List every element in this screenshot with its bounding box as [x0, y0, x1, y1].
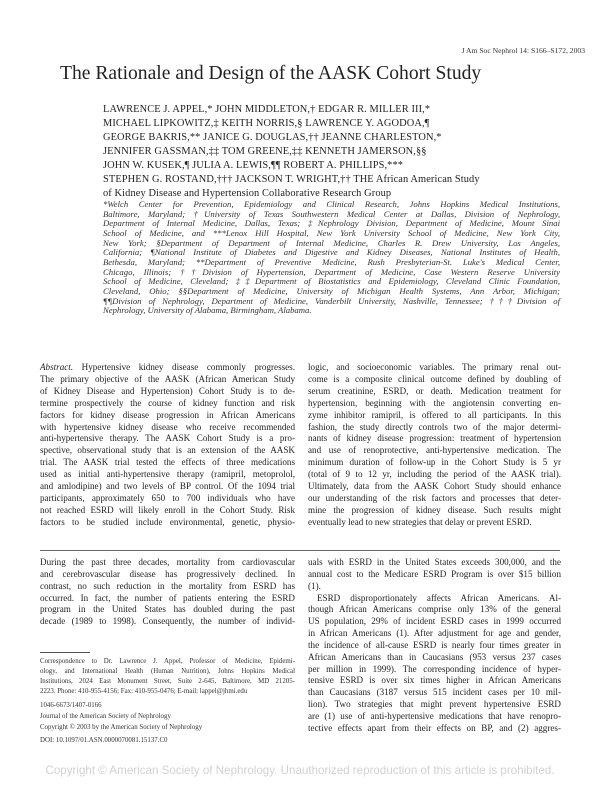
- author-list: [103, 103, 480, 201]
- text-line: (1).: [308, 580, 321, 591]
- text-line: African Americans than in Caucasians (953 versus 237 cases: [308, 651, 561, 662]
- text-line: annual cost to the Medicare ESRD Program is over $15 billion: [308, 568, 561, 579]
- text-line: Ultimately, data from the AASK Cohort Study should enhance: [308, 481, 561, 492]
- copyright-notice: Copyright © 2003 by the American Society of Nephrology: [40, 724, 203, 731]
- text-line: School of Medicine, Cleveland; ‡‡Department of Biostatistics and Epidemiology, Cleveland Clinic Foundation,: [103, 276, 560, 287]
- issn: 1046-6673/1407-0166: [40, 702, 102, 709]
- footnote-divider: [40, 652, 90, 653]
- text-line: anti-hypertensive therapy. The AASK Cohort Study is a pro-: [40, 433, 295, 444]
- text-line: occurred. In fact, the number of patients entering the ESRD: [40, 592, 295, 603]
- text-line: logic, and socioeconomic variables. The primary renal out-: [308, 362, 561, 372]
- text-line: JENNIFER GASSMAN,‡‡ TOM GREENE,‡‡ KENNETH JAMERSON,§§: [103, 146, 427, 157]
- journal-name: Journal of the American Society of Nephrology: [40, 713, 171, 720]
- affiliations: [103, 200, 560, 316]
- text-line: ESRD disproportionately affects African Americans. Al-: [317, 592, 561, 603]
- text-line: Institutions, 2024 East Monument Street, Suite 2-645, Baltimore, MD 21205-: [40, 678, 295, 685]
- text-line: termine prospectively the course of kidney function and risk: [40, 397, 295, 408]
- text-line: come is a composite clinical outcome defined by doubling of: [308, 373, 561, 384]
- text-line: Chicago, Illinois; ††Division of Hypertension, Department of Medicine, Case Western Reserve University: [103, 266, 560, 277]
- text-line-content: Hypertensive kidney disease commonly progresses.: [73, 362, 295, 372]
- text-line: factors for kidney disease progression in African Americans: [40, 409, 295, 420]
- text-line: and use of renoprotective, anti-hypertensive medication. The: [308, 445, 561, 456]
- text-line: lion). Two strategies that might prevent hypertensive ESRD: [308, 699, 561, 710]
- abstract-right-column: [308, 362, 561, 529]
- text-line: Nephrology, University of Alabama, Birmingham, Alabama.: [103, 305, 312, 316]
- text-line: Correspondence to Dr. Lawrence J. Appel, Professor of Medicine, Epidemi-: [40, 658, 295, 665]
- text-line: of Kidney Disease and Hypertension Collaborative Research Group: [103, 188, 392, 199]
- text-line: MICHAEL LIPKOWITZ,‡ KEITH NORRIS,§ LAWRENCE Y. AGODOA,¶: [103, 118, 430, 129]
- text-line: California; ¶National Institute of Diabetes and Digestive and Kidney Diseases, National Institutes of Health,: [103, 247, 560, 258]
- text-line: ¶¶Division of Nephrology, Department of Medicine, Vanderbilt University, Nashville, Tennessee; †††Division of: [103, 295, 560, 306]
- text-line: are (1) use of anti-hypertensive medications that have renopro-: [308, 710, 561, 721]
- text-line: 2223. Phone: 410-955-4156; Fax: 410-955-0476; E-mail: lappel@jhmi.edu: [40, 688, 248, 695]
- text-line: in African Americans (1). After adjustment for age and gender,: [308, 628, 561, 639]
- abstract-label: Abstract.: [40, 362, 74, 372]
- text-line: fashion, the study directly controls two of the major determi-: [308, 421, 561, 432]
- text-line: decade (1989 to 1998). Consequently, the number of individ-: [40, 616, 295, 627]
- text-line: LAWRENCE J. APPEL,* JOHN MIDDLETON,† EDGAR R. MILLER III,*: [103, 104, 431, 115]
- text-line: School of Medicine, and ***Lenox Hill Hospital, New York University School of Medicine, New York City,: [103, 227, 560, 238]
- text-line: factors to be studied include environmental, genetic, physio-: [40, 516, 295, 527]
- text-line: the incidence of all-cause ESRD is nearly four times greater in: [308, 639, 561, 650]
- text-line: eventually lead to new strategies that delay or prevent ESRD.: [308, 516, 532, 527]
- text-line: During the past three decades, mortality from cardiovascular: [40, 557, 295, 567]
- text-line: (total of 9 to 12 yr, including the period of the AASK trial).: [308, 469, 561, 480]
- abstract-divider: [40, 550, 560, 551]
- text-line: minimum duration of follow-up in the Cohort Study is 5 yr: [308, 457, 561, 468]
- text-line: The primary objective of the AASK (African American Study: [40, 373, 295, 384]
- text-line: and cerebrovascular disease has progressively declined. In: [40, 568, 295, 579]
- text-line: mine the progression of kidney disease. Such results might: [308, 504, 561, 515]
- text-line: used as initial anti-hypertensive therapy (ramipril, metoprolol,: [40, 469, 295, 480]
- text-line: Bethesda, Maryland; **Department of Preventive Medicine, Rush Presbyterian-St. Luke's Medical Center,: [103, 256, 560, 267]
- text-line: though African Americans comprise only 13% of the general: [308, 604, 561, 615]
- text-line: per million in 1999). The corresponding incidence of hyper-: [308, 663, 561, 674]
- text-line: spective, observational study that is an extension of the AASK: [40, 445, 295, 456]
- text-line: zyme inhibitor ramipril, is offered to all participants. In this: [308, 409, 561, 420]
- copyright-watermark: Copyright © American Society of Nephrology. Unauthorized reproduction of this article is prohibited.: [45, 764, 555, 777]
- abstract-left-column: [40, 362, 295, 529]
- text-line: GEORGE BAKRIS,** JANICE G. DOUGLAS,†† JEANNE CHARLESTON,*: [103, 132, 442, 143]
- correspondence-footnote: [40, 657, 295, 697]
- text-line: tective effects apart from their effects on BP, and (2) aggres-: [308, 722, 561, 733]
- text-line: JOHN W. KUSEK,¶ JULIA A. LEWIS,¶¶ ROBERT A. PHILLIPS,***: [103, 160, 404, 171]
- text-line: STEPHEN G. ROSTAND,††† JACKSON T. WRIGHT,†† THE African American Study: [103, 174, 480, 185]
- text-line: contrast, no such reduction in the mortality from ESRD has: [40, 580, 295, 591]
- text-line: Cleveland, Ohio; §§Department of Medicine, University of Michigan Health Systems, Ann Arbor, Michigan;: [103, 285, 560, 296]
- text-line: US population, 29% of incident ESRD cases in 1999 occurred: [308, 616, 561, 627]
- text-line: New York; §Department of Department of Internal Medicine, Charles R. Drew University, Los Angeles,: [103, 237, 560, 248]
- text-line: Department of Internal Medicine, Dallas, Texas; ‡Nephrology Division, Department of Medicine, Mount Sinai: [103, 218, 560, 229]
- text-line: hypertension, beginning with the angiotensin converting en-: [308, 397, 561, 408]
- text-line: uals with ESRD in the United States exceeds 300,000, and the: [308, 557, 561, 567]
- text-line: with hypertensive kidney disease who receive recommended: [40, 421, 295, 432]
- text-line: our understanding of the risk factors and processes that deter-: [308, 492, 561, 503]
- text-line: and amlodipine) and two levels of BP control. Of the 1094 trial: [40, 481, 295, 492]
- text-line: trial. The AASK trial tested the effects of three medications: [40, 457, 295, 468]
- text-line: serum creatinine, ESRD, or death. Medication treatment for: [308, 385, 561, 396]
- body-left-column: [40, 557, 295, 628]
- doi-link[interactable]: DOI: 10.1097/01.ASN.0000070081.15137.C0: [40, 737, 168, 744]
- body-right-column: [308, 557, 561, 735]
- text-line: than Caucasians (3187 versus 515 incident cases per 10 mil-: [308, 687, 561, 698]
- text-line: tensive ESRD is over six times higher in African Americans: [308, 675, 561, 686]
- article-title: The Rationale and Design of the AASK Cohort Study: [60, 63, 482, 84]
- text-line: Baltimore, Maryland; †University of Texas Southwestern Medical Center at Dallas, Division of Nephrology,: [103, 208, 560, 219]
- text-line: of Kidney Disease and Hypertension) Cohort Study is to de-: [40, 385, 295, 396]
- text-line: not reached ESRD will likely enroll in the Cohort Study. Risk: [40, 504, 295, 515]
- text-line: ology, and International Health (Human Nutrition), Johns Hopkins Medical: [40, 668, 295, 675]
- text-line: participants, approximately 650 to 700 individuals who have: [40, 492, 295, 503]
- text-line: [40, 362, 295, 374]
- text-line: *Welch Center for Prevention, Epidemiology and Clinical Research, Johns Hopkins Medical Institutions,: [103, 199, 560, 209]
- text-line: program in the United States has doubled during the past: [40, 604, 295, 615]
- text-line: nants of kidney disease progression: treatment of hypertension: [308, 433, 561, 444]
- journal-citation: J Am Soc Nephrol 14: S166–S172, 2003: [461, 46, 585, 55]
